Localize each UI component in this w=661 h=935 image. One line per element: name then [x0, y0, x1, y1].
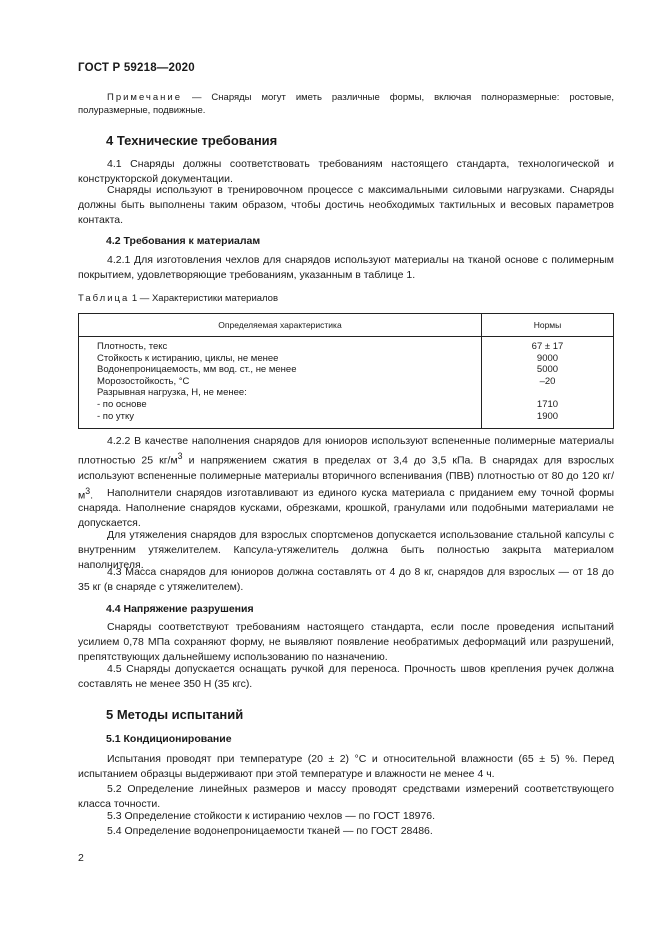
page-number: 2	[78, 852, 84, 864]
subsection-5-1-title: 5.1 Кондиционирование	[106, 733, 232, 745]
superscript-cubic: 3	[85, 485, 91, 496]
paragraph-4-2-1: 4.2.1 Для изготовления чехлов для снарядов используют материалы на тканой основе с полимерным покрытием, удовлетворяющие требованиям, указанным в таблице 1.	[78, 254, 614, 281]
row-value: 5000	[536, 364, 559, 376]
paragraph-4-1-b: Снаряды используют в тренировочном процессе с максимальными силовыми нагрузками. Снаряды должны быть выполнены таким образом, чтобы достичь необходимых тактильных и весовых параметров контакта.	[78, 184, 614, 226]
paragraph-4-2-2-part-a: 4.2.2 В качестве наполнения снарядов для юниоров используют вспененные полимерные материалы плотностью 25 кг/м	[78, 435, 614, 467]
row-value	[482, 387, 613, 399]
table-caption	[78, 293, 278, 304]
table-header-row	[79, 314, 614, 337]
row-name: - по утку	[97, 410, 134, 422]
row-value: 67 ± 17	[531, 341, 564, 352]
table-row	[79, 337, 614, 429]
row-value: –20	[539, 375, 556, 387]
section-4-title: 4 Технические требования	[106, 133, 278, 148]
row-name: Разрывная нагрузка, Н, не менее:	[97, 387, 247, 399]
materials-table	[78, 313, 614, 429]
paragraph-5-3: 5.3 Определение стойкости к истиранию чехлов — по ГОСТ 18976.	[107, 810, 436, 822]
row-value: 9000	[536, 352, 559, 364]
row-value: 1710	[536, 398, 559, 410]
table-caption-text: 1 — Характеристики материалов	[129, 293, 279, 304]
row-name: Плотность, текс	[97, 341, 168, 352]
table-header-norms: Нормы	[482, 314, 614, 337]
paragraph-4-2-2-part-c: .	[90, 489, 94, 501]
note-text: — Снаряды могут иметь различные формы, включая полноразмерные: ростовые, полуразмерные, подвижные.	[78, 92, 614, 116]
row-name: Водонепроницаемость, мм вод. ст., не менее	[97, 364, 297, 376]
subsection-4-4-title: 4.4 Напряжение разрушения	[106, 603, 254, 615]
paragraph-fillers: Наполнители снарядов изготавливают из единого куска материала с приданием ему точной формы снаряда. Наполнение снарядов кусками, обрезками, крошкой, гранулами или подобными материалами не допускается.	[78, 487, 614, 529]
paragraph-5-4: 5.4 Определение водонепроницаемости тканей — по ГОСТ 28486.	[107, 825, 433, 837]
table-characteristics-cell	[79, 337, 482, 429]
table-header-characteristic: Определяемая характеристика	[79, 314, 482, 337]
paragraph-4-5: 4.5 Снаряды допускается оснащать ручкой для переноса. Прочность швов крепления ручек должна составлять не менее 350 Н (35 кгс).	[78, 663, 614, 690]
paragraph-5-2: 5.2 Определение линейных размеров и массу проводят средствами измерений соответствующего класса точности.	[78, 783, 614, 810]
subsection-4-2-title: 4.2 Требования к материалам	[106, 235, 261, 247]
row-value: 1900	[536, 410, 559, 422]
paragraph-4-3: 4.3 Масса снарядов для юниоров должна составлять от 4 до 8 кг, снарядов для взрослых — от 18 до 35 кг (в снаряде с утяжелителем).	[78, 566, 614, 593]
note-paragraph	[78, 91, 614, 117]
paragraph-weighting: Для утяжеления снарядов для взрослых спортсменов допускается использование стальной капсулы с внутренним утяжелителем. Капсула-утяжелитель должна быть полностью закрыта материалом наполнителя.	[78, 529, 614, 571]
table-norms-cell	[482, 337, 614, 429]
paragraph-4-2-2-part-b: и напряжением сжатия в пределах от 3,4 до 3,5 кПа. В снарядах для взрослых используют вспененные полимерные материалы вторичного вспенивания (ПВВ) плотностью от 80 до 120 кг/м	[78, 454, 614, 501]
paragraph-5-1: Испытания проводят при температуре (20 ± 2) °С и относительной влажности (65 ± 5) %. Перед испытанием образцы выдерживают при этой температуре и влажности не менее 4 ч.	[78, 753, 614, 780]
paragraph-4-1: 4.1 Снаряды должны соответствовать требованиям настоящего стандарта, технологической и конструкторской документации.	[78, 158, 614, 185]
section-5-title: 5 Методы испытаний	[106, 707, 244, 722]
superscript-cubic: 3	[177, 451, 183, 461]
document-code: ГОСТ Р 59218—2020	[78, 62, 195, 74]
row-name: - по основе	[97, 398, 147, 410]
note-label: Примечание	[107, 92, 182, 103]
table-caption-label: Таблица	[78, 293, 130, 304]
row-name: Морозостойкость, °С	[97, 375, 190, 387]
row-name: Стойкость к истиранию, циклы, не менее	[97, 352, 279, 364]
paragraph-4-4: Снаряды соответствуют требованиям настоящего стандарта, если после проведения испытаний усилием 0,78 МПа сохраняют форму, не выявляют появление необратимых деформаций или разрушений, препятствующих дальнейшему использованию по назначению.	[78, 621, 614, 663]
